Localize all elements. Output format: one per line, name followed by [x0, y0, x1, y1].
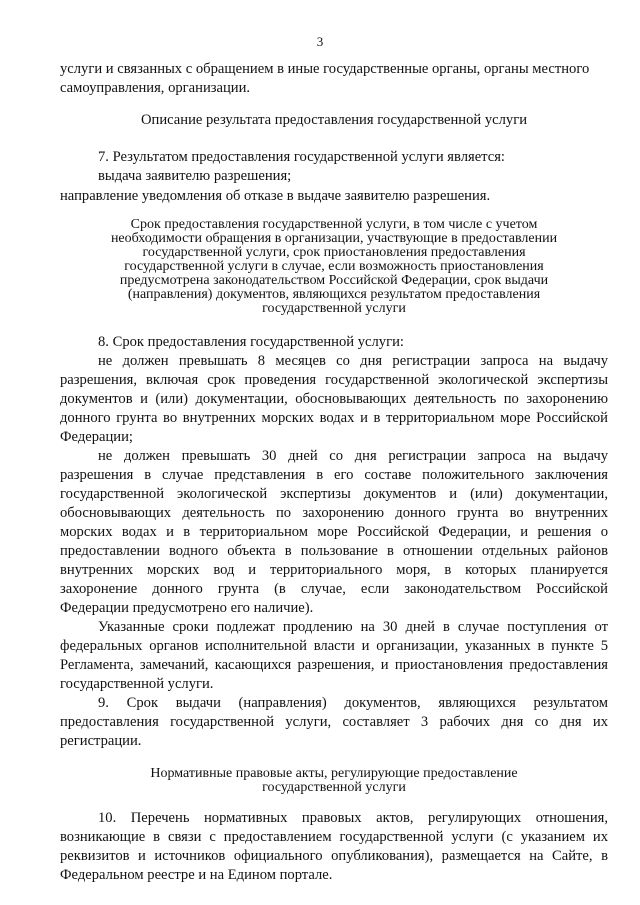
text-line: донного грунта во внутренних морских водах и в территориальном море Российской: [60, 410, 608, 426]
text-line: разрешения, включая срок проведения государственной экологической экспертизы: [60, 372, 608, 388]
text-line: Регламента, замечаний, касающихся разрешения, и приостановления предоставления: [60, 657, 608, 673]
text-line: регистрации.: [60, 733, 142, 749]
text-line: Федерации предусмотрено его наличие).: [60, 600, 314, 616]
section-heading: предусмотрена законодательством Российской Федерации, срок выдачи: [119, 273, 549, 288]
text-line: государственной экологической экспертизы документов и (или) документации,: [60, 486, 608, 502]
text-line: 8. Срок предоставления государственной услуги:: [98, 334, 404, 350]
section-heading: государственной услуги: [262, 780, 406, 795]
section-heading: Описание результата предоставления государственной услуги: [140, 112, 528, 128]
text-line: разрешения в случае представления в его составе положительного заключения: [60, 467, 608, 483]
section-heading: Срок предоставления государственной услуги, в том числе с учетом: [130, 217, 538, 232]
text-line: не должен превышать 8 месяцев со дня регистрации запроса на выдачу: [98, 353, 608, 369]
section-heading: государственной услуги в случае, если возможность приостановления: [124, 259, 544, 274]
section-heading: (направления) документов, являющихся результатом предоставления: [127, 287, 541, 302]
text-line: возникающие в связи с предоставлением государственной услуги (с указанием их: [60, 829, 608, 845]
text-line: предоставлении водного объекта в пользование в отношении отдельных районов: [60, 543, 608, 559]
section-heading: государственной услуги, срок приостановления предоставления: [142, 245, 526, 260]
text-line: Федерации;: [60, 429, 133, 445]
section-heading: государственной услуги: [262, 301, 406, 316]
text-line: 10. Перечень нормативных правовых актов, регулирующих отношения,: [98, 810, 608, 826]
text-line: государственной услуги.: [60, 676, 214, 692]
page-number: 3: [316, 34, 324, 49]
section-heading: необходимости обращения в организации, участвующие в предоставлении: [110, 231, 558, 246]
text-line: 7. Результатом предоставления государственной услуги является:: [98, 149, 505, 165]
text-line: обосновывающих деятельность по захоронению донного грунта во внутренних: [60, 505, 608, 521]
text-line: Указанные сроки подлежат продлению на 30 дней в случае поступления от: [98, 619, 608, 635]
text-line: предоставления государственной услуги, составляет 3 рабочих дня со дня их: [60, 714, 608, 730]
text-line: внутренних морских вод и территориального моря, в которых планируется: [60, 562, 608, 578]
text-line: захоронение донного грунта (в случае, если законодательством Российской: [60, 581, 608, 597]
text-line: услуги и связанных с обращением в иные государственные органы, органы местного: [60, 61, 590, 77]
text-line: не должен превышать 30 дней со дня регистрации запроса на выдачу: [98, 448, 608, 464]
text-line: морских водах и в территориальном море Российской Федерации, и решения о: [60, 524, 608, 540]
text-line: Федеральном реестре и на Едином портале.: [60, 867, 333, 883]
text-line: направление уведомления об отказе в выдаче заявителю разрешения.: [60, 188, 491, 204]
text-line: 9. Срок выдачи (направления) документов, являющихся результатом: [98, 695, 608, 711]
text-line: выдача заявителю разрешения;: [98, 168, 292, 184]
section-heading: Нормативные правовые акты, регулирующие предоставление: [150, 766, 518, 781]
text-line: самоуправления, организации.: [60, 80, 251, 96]
text-line: документов и (или) документации, обосновывающих деятельность по захоронению: [60, 391, 608, 407]
text-line: реквизитов и источников официального опубликования), размещается на Сайте, в: [60, 848, 608, 864]
text-line: федеральных органов исполнительной власти и организации, указанных в пункте 5: [60, 638, 608, 654]
